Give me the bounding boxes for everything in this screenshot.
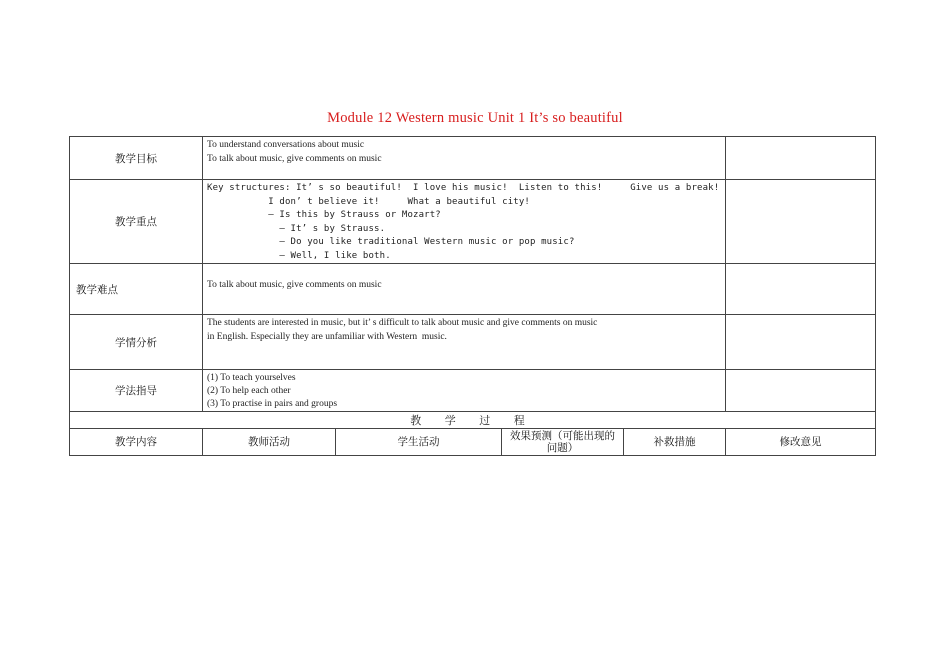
analysis-content — [203, 315, 726, 370]
header-revision-notes: 修改意见 — [726, 429, 876, 456]
objectives-row — [70, 137, 876, 180]
difficulties-notes-cell — [726, 264, 876, 315]
document-title: Module 12 Western music Unit 1 It’s so beautiful — [327, 110, 623, 126]
process-header-row — [70, 429, 876, 456]
methods-label: 学法指导 — [70, 370, 203, 412]
objectives-notes-cell — [726, 137, 876, 180]
key-points-row — [70, 180, 876, 264]
header-student-activity: 学生活动 — [336, 429, 502, 456]
methods-line: (3) To practise in pairs and groups — [207, 399, 338, 409]
process-row — [70, 412, 876, 429]
difficulties-content — [203, 264, 726, 315]
methods-row — [70, 370, 876, 412]
key-points-label: 教学重点 — [70, 180, 203, 264]
difficulties-label: 教学难点 — [70, 264, 203, 315]
objectives-line: To talk about music, give comments on music — [207, 153, 382, 164]
header-effect-prediction: 效果预测（可能出现的问题） — [502, 429, 624, 456]
difficulties-line: To talk about music, give comments on music — [207, 280, 382, 290]
process-heading: 教 学 过 程 — [70, 412, 876, 429]
key-points-line: I don’ t believe it! What a beautiful city! — [207, 196, 530, 207]
analysis-notes-cell — [726, 315, 876, 370]
key-points-line: — Is this by Strauss or Mozart? — [207, 210, 441, 220]
key-points-line: — It’ s by Strauss. — [207, 223, 386, 234]
methods-content — [203, 370, 726, 412]
header-remedial-measures: 补救措施 — [624, 429, 726, 456]
lesson-plan-table — [69, 136, 876, 456]
methods-notes-cell — [726, 370, 876, 412]
key-points-notes-cell — [726, 180, 876, 264]
difficulties-row — [70, 264, 876, 315]
methods-line: (2) To help each other — [207, 386, 291, 396]
analysis-label: 学情分析 — [70, 315, 203, 370]
methods-line: (1) To teach yourselves — [207, 373, 296, 383]
analysis-line: in English. Especially they are unfamiliar with Western music. — [207, 331, 447, 342]
objectives-content — [203, 137, 726, 180]
objectives-line: To understand conversations about music — [207, 140, 365, 150]
key-points-line: — Well, I like both. — [207, 250, 391, 261]
analysis-line: The students are interested in music, but it’ s difficult to talk about music and give comments on music — [207, 318, 598, 328]
analysis-row — [70, 315, 876, 370]
header-teacher-activity: 教师活动 — [203, 429, 336, 456]
objectives-label: 教学目标 — [70, 137, 203, 180]
key-points-line: — Do you like traditional Western music or pop music? — [207, 237, 575, 247]
key-points-content — [203, 180, 726, 264]
header-content: 教学内容 — [70, 429, 203, 456]
key-points-line: Key structures: It’ s so beautiful! I love his music! Listen to this! Give us a break! — [207, 183, 720, 193]
